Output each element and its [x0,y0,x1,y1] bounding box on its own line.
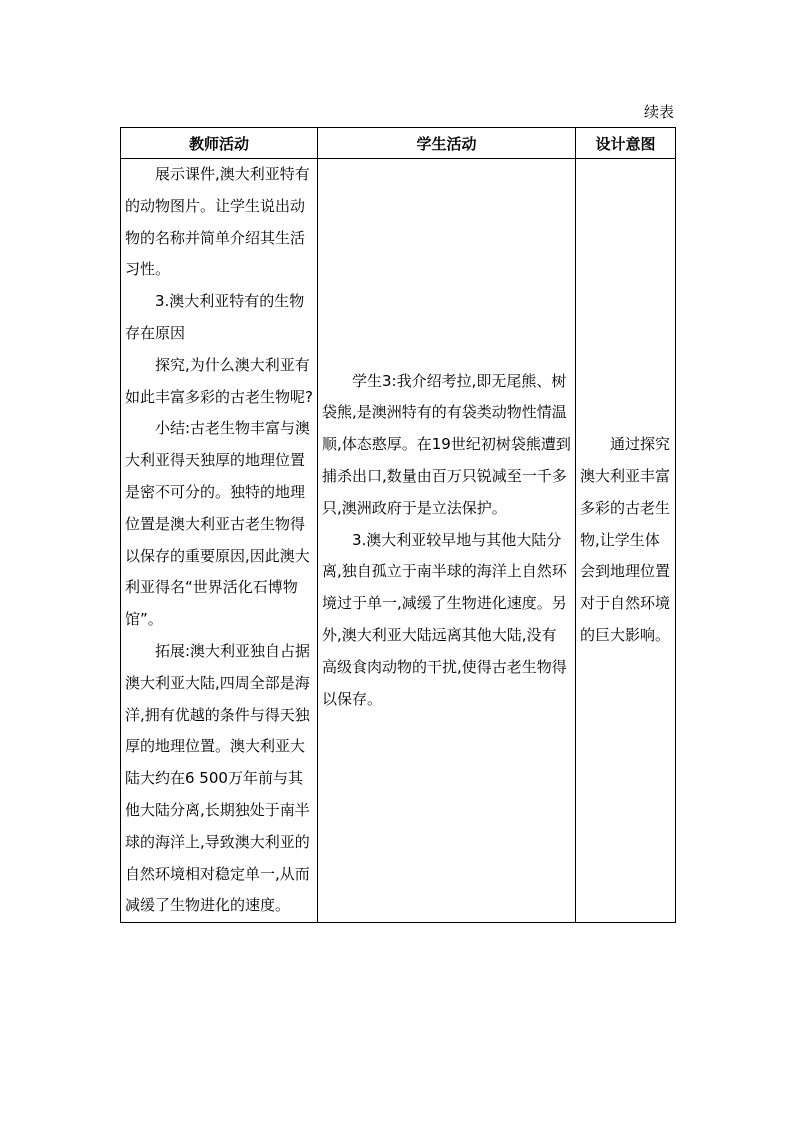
lesson-plan-table [120,127,676,923]
design-intent-cell [576,159,676,923]
teacher-paragraph: 小结:古老生物丰富与澳大利亚得天独厚的地理位置是密不可分的。独特的地理位置是澳大利亚古老生物得以保存的重要原因,因此澳大利亚得名“世界活化石博物馆”。 [125,419,311,629]
student-activity-cell [318,159,576,923]
teacher-paragraph: 展示课件,澳大利亚特有的动物图片。让学生说出动物的名称并简单介绍其生活习性。 [125,165,310,279]
continued-label: 续表 [643,103,674,121]
header-teacher-activity: 教师活动 [121,128,318,159]
student-paragraph: 3.澳大利亚较早地与其他大陆分离,独自孤立于南半球的海洋上自然环境过于单一,减缓了生物进化速度。另外,澳大利亚大陆远离其他大陆,没有高级食肉动物的干扰,使得古老生物得以保存。 [322,530,567,708]
teacher-paragraph: 探究,为什么澳大利亚有如此丰富多彩的古老生物呢? [125,355,313,406]
student-paragraph: 学生3:我介绍考拉,即无尾熊、树袋熊,是澳洲特有的有袋类动物性情温顺,体态憨厚。在19世纪初树袋熊遭到捕杀出口,数量由百万只锐减至一千多只,澳洲政府于是立法保护。 [322,371,571,517]
header-design-intent: 设计意图 [576,128,676,159]
design-intent-text: 通过探究澳大利亚丰富多彩的古老生物,让学生体会到地理位置对于自然环境的巨大影响。 [580,435,671,645]
table-header-row [121,128,676,159]
teacher-paragraph: 3.澳大利亚特有的生物存在原因 [125,292,305,342]
table-row [121,159,676,923]
teacher-paragraph: 拓展:澳大利亚独自占据澳大利亚大陆,四周全部是海洋,拥有优越的条件与得天独厚的地理位置。澳大利亚大陆大约在6 500万年前与其他大陆分离,长期独处于南半球的海洋上,导致澳大利亚的自然环境相对稳定单一,从而减缓了生物进化的速度。 [125,641,311,915]
teacher-activity-cell [121,159,318,923]
header-student-activity: 学生活动 [318,128,576,159]
